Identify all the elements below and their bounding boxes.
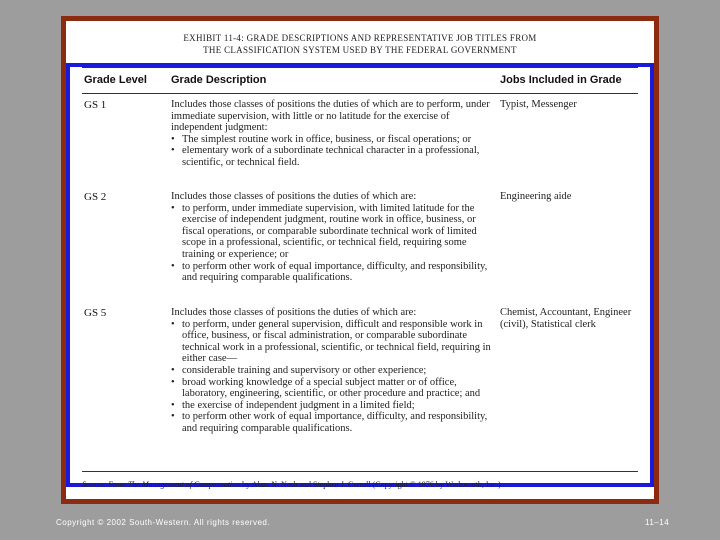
description-bullet: • considerable training and supervisory or other experience; [171,365,491,377]
source-label: Source: [82,480,107,489]
exhibit-title-line-2: THE CLASSIFICATION SYSTEM USED BY THE FEDERAL GOVERNMENT [203,45,517,55]
source-citation [82,480,501,489]
description-text: Includes those classes of positions the duties of which are: [171,191,417,202]
source-text-before: From [108,480,126,489]
description-bullet: • broad working knowledge of a special subject matter or of office, laboratory, engineering, scientific, or other procedure and practice; and [171,377,491,400]
description-bullet: • elementary work of a subordinate technical character in a professional, scientific, or technical field. [171,145,491,168]
table-bottom-rule [82,471,638,472]
header-jobs-included: Jobs Included in Grade [500,74,622,86]
description-bullet: • The simplest routine work in office, business, or fiscal operations; or [171,134,491,146]
description-bullet: • to perform other work of equal importance, difficulty, and responsibility, and requiring comparable qualifications. [171,261,491,284]
exhibit-page [66,21,654,499]
page-number: 11–14 [645,518,670,527]
jobs-included: Typist, Messenger [500,99,577,110]
description-bullet: • to perform other work of equal importance, difficulty, and responsibility, and requiring comparable qualifications. [171,411,491,434]
header-grade-description: Grade Description [171,74,267,86]
grade-level: GS 2 [84,191,107,203]
exhibit-title [66,32,654,56]
grade-description [171,191,491,284]
copyright-footer: Copyright © 2002 South-Western. All rights reserved. [56,518,271,527]
description-bullet: • to perform, under general supervision, difficult and responsible work in office, business, or fiscal administration, or comparable subordinate technical work in a professional, scientific, or technical field, requiring in either case— [171,319,491,365]
header-grade-level: Grade Level [84,74,147,86]
exhibit-title-line-1: EXHIBIT 11-4: GRADE DESCRIPTIONS AND REPRESENTATIVE JOB TITLES FROM [183,33,537,43]
grade-level: GS 1 [84,99,107,111]
header-bottom-rule [82,93,638,94]
grade-level: GS 5 [84,307,107,319]
grade-description [171,99,491,169]
source-book-title: The Management of Compensation [127,480,241,489]
description-text: Includes those classes of positions the duties of which are: [171,307,417,318]
jobs-included: Engineering aide [500,191,572,202]
description-bullet: • to perform, under immediate supervision, with limited latitude for the exercise of independent judgment, routine work in office, business, or fiscal operations, or comparable subordinate technical work of limited scope in a professional, scientific, or technical field, requiring some training or experience; or [171,203,491,261]
description-text: Includes those classes of positions the duties of which are to perform, under immediate supervision, with little or no latitude for the exercise of independent judgment: [171,99,490,134]
slide-frame [61,16,659,504]
source-text-after: by Alan. N. Nash and Stephen J. Carroll (Copyright © 1976 by Wadsworth, Inc.) [242,480,501,489]
description-bullet: • the exercise of independent judgment in a limited field; [171,400,491,412]
grade-description [171,307,491,435]
jobs-included: Chemist, Accountant, Engineer (civil), Statistical clerk [500,307,632,330]
